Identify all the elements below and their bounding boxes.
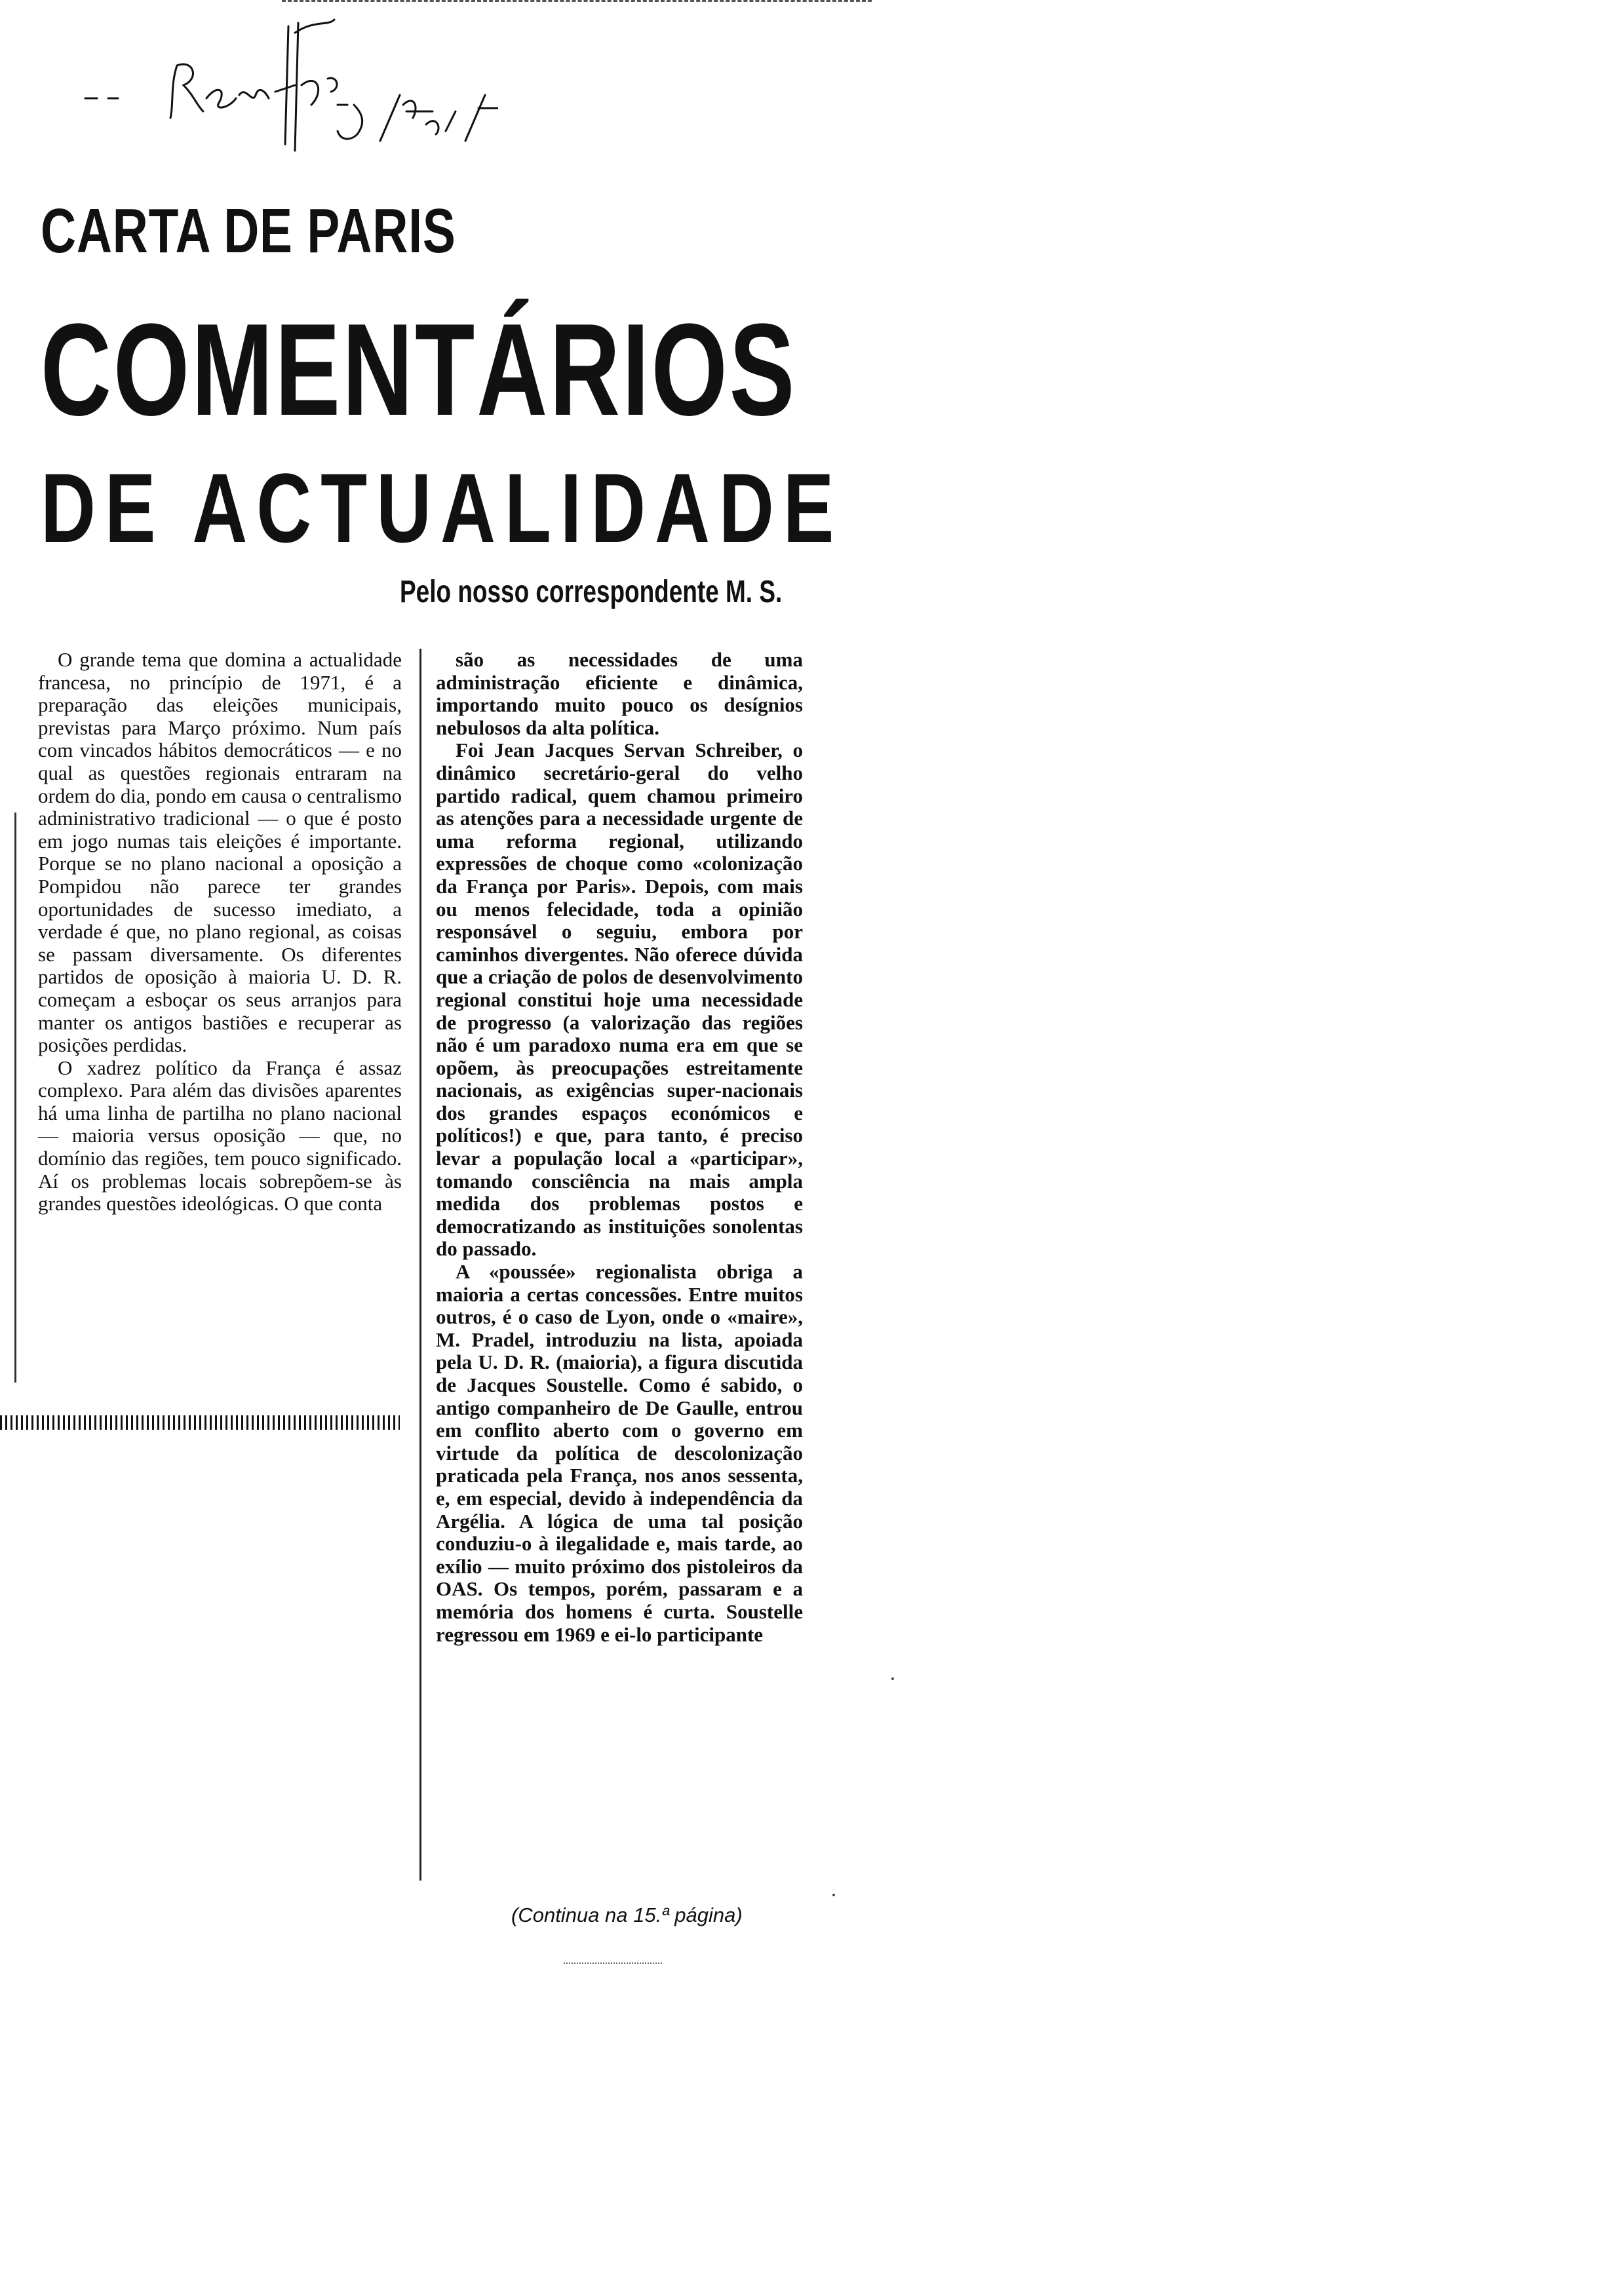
dotted-rule [564,1962,662,1965]
headline-line-1: COMENTÁRIOS [41,297,797,443]
right-column [436,649,803,1646]
byline: Pelo nosso correspondente M. S. [400,575,783,609]
headline-line-2: DE ACTUALIDADE [41,453,844,563]
speck [891,1677,894,1680]
left-column [38,649,402,1215]
continued-note: (Continua na 15.ª página) [511,1904,743,1926]
hatched-separator [0,1415,400,1430]
speck [832,1894,835,1896]
left-paragraph-1: O grande tema que domina a actualidade francesa, no princípio de 1971, é a preparação das eleições municipais, previstas para Março próximo. Num país com vincados hábitos democráticos — e no qual as questões regionais entraram na ordem do dia, pondo em causa o centralismo administrativo tradicional — o que é posto em jogo numas tais eleições é importante. Porque se no plano nacional a oposição a Pompidou não parece ter grandes oportunidades de sucesso imediato, a verdade é que, no plano regional, as coisas se passam diversamente. Os diferentes partidos de oposição à maioria U. D. R. começam a esboçar os seus arranjos para manter os antigos bastiões e recuperar as posições perdidas. [38,648,402,1057]
handwritten-annotation-drawing [79,13,498,164]
handwritten-annotation [79,13,498,164]
right-paragraph-1: são as necessidades de uma administração eficiente e dinâmica, importando muito pouco os desígnios nebulosos da alta política. [436,648,803,739]
column-divider [419,649,421,1881]
left-paragraph-2: O xadrez político da França é assaz complexo. Para além das divisões aparentes há uma linha de partilha no plano nacional — maioria versus oposição — que, no domínio das regiões, tem pouco significado. Aí os problemas locais sobrepõem-se às grandes questões ideológicas. O que conta [38,1056,402,1215]
right-paragraph-3: A «poussée» regionalista obriga a maioria a certas concessões. Entre muitos outros, é o caso de Lyon, onde o «maire», M. Pradel, introduziu na lista, apoiada pela U. D. R. (maioria), a figura discutida de Jacques Soustelle. Como é sabido, o antigo companheiro de De Gaulle, entrou em conflito aberto com o governo em virtude da política de descolonização praticada pela França, nos anos sessenta, e, em especial, devido à independência da Argélia. A lógica de uma tal posição conduziu-o à ilegalidade e, mais tarde, ao exílio — muito próximo dos pistoleiros da OAS. Os tempos, porém, passaram e a memória dos homens é curta. Soustelle regressou em 1969 e ei-lo participante [436,1260,803,1646]
top-border-rule [282,0,872,6]
kicker-heading: CARTA DE PARIS [41,196,456,266]
right-paragraph-2: Foi Jean Jacques Servan Schreiber, o dinâmico secretário-geral do velho partido radical, quem chamou primeiro as atenções para a necessidade urgente de uma reforma regional, utilizando expressões de choque como «colonização da França por Paris». Depois, com mais ou menos felecidade, toda a opinião responsável o seguiu, embora por caminhos divergentes. Não oferece dúvida que a criação de polos de desenvolvimento regional constitui hoje uma necessidade de progresso (a valorização das regiões não é um paradoxo numa era em que se opõem, às preocupações estreitamente nacionais, as exigências super-nacionais dos grandes espaços económicos e políticos!) e que, para tanto, é preciso levar a população local a «participar», tomando consciência na mais ampla medida dos problemas postos e democratizando as instituições sonolentas do passado. [436,738,803,1261]
margin-rule [14,813,16,1383]
